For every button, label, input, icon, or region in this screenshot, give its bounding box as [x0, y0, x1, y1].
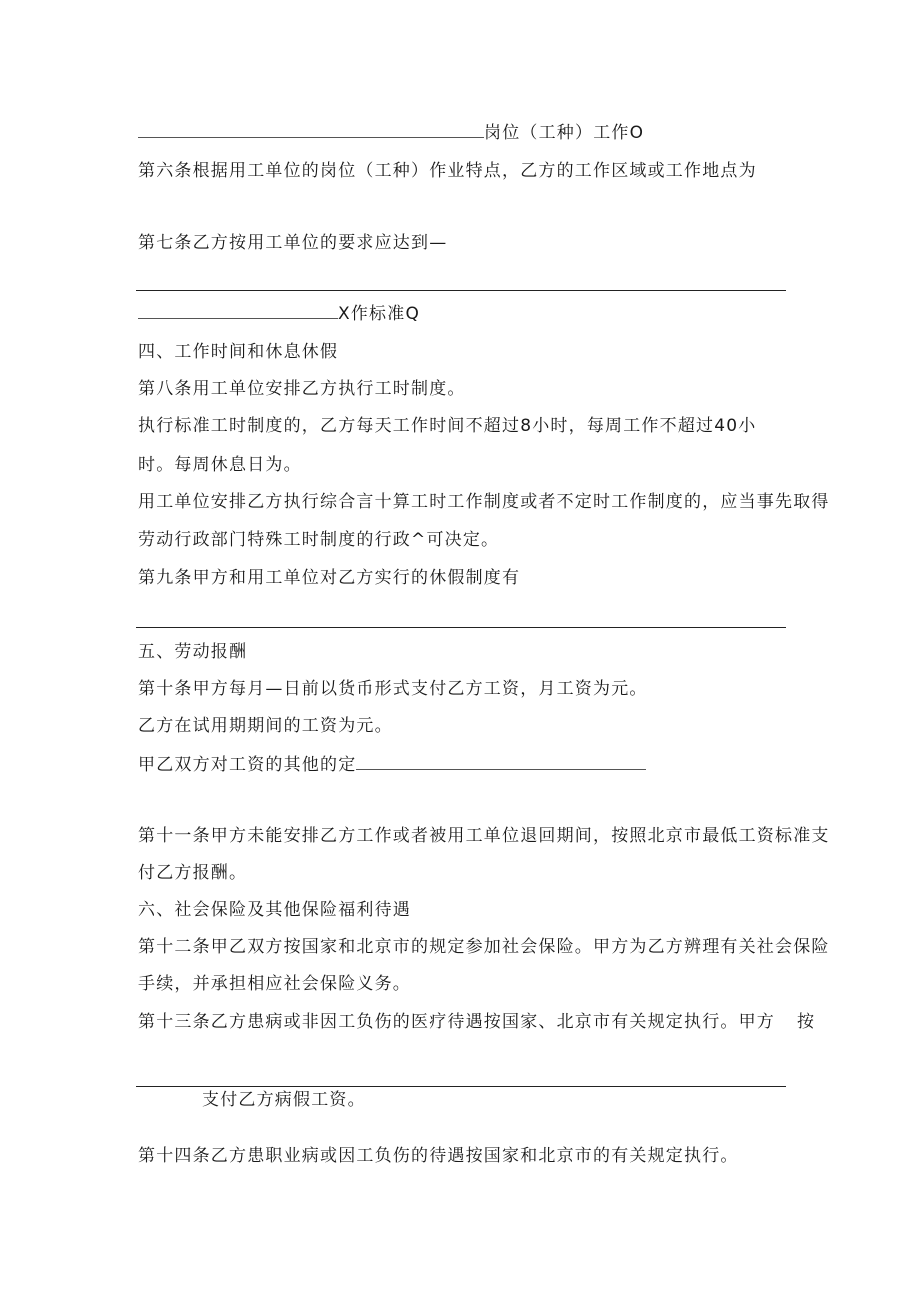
special-hours-text: 用工单位安排乙方执行综合言十算工时工作制度或者不定时工作制度的，应当事先取得	[138, 492, 830, 512]
article-6: 第六条根据用工单位的岗位（工种）作业特点，乙方的工作区域或工作地点为	[138, 161, 757, 181]
fill-blank	[138, 121, 484, 138]
line-position-work	[138, 121, 644, 144]
standard-hours-text: 执行标准工时制度的，乙方每天工作时间不超过8小时，每周工作不超过40小	[138, 416, 757, 436]
line-work-standard	[138, 302, 420, 325]
text: X作标准Q	[338, 304, 421, 324]
fill-blank	[356, 753, 646, 770]
section-6-heading: 六、社会保险及其他保险福利待遇	[138, 900, 411, 920]
section-4-heading: 四、工作时间和休息休假	[138, 342, 339, 362]
text: 第十三条乙方患病或非因工负伤的医疗待遇按国家、北京市有关规定执行。甲方	[138, 1012, 775, 1032]
article-12: 第十二条甲乙双方按国家和北京市的规定参加社会保险。甲方为乙方辨理有关社会保险	[138, 937, 830, 957]
text: 岗位（工种）工作O	[484, 123, 645, 143]
sick-pay-text: 支付乙方病假工资。	[202, 1090, 366, 1110]
article-10: 第十条甲方每月—日前以货币形式支付乙方工资，月工资为元。	[138, 679, 648, 699]
article-9: 第九条甲方和用工单位对乙方实行的休假制度有	[138, 568, 521, 588]
other-wage-terms	[138, 753, 646, 776]
article-13	[138, 1011, 815, 1033]
article-11-cont: 付乙方报酬。	[138, 863, 248, 883]
rest-day-text: 时。每周休息日为。	[138, 455, 302, 475]
article-8: 第八条用工单位安排乙方执行工时制度。	[138, 379, 466, 399]
text: 按	[797, 1012, 816, 1032]
article-14: 第十四条乙方患职业病或因工负伤的待遇按国家和北京市的有关规定执行。	[138, 1146, 739, 1166]
article-11: 第十一条甲方未能安排乙方工作或者被用工单位退回期间，按照北京市最低工资标准支	[138, 826, 830, 846]
section-5-heading: 五、劳动报酬	[138, 642, 248, 662]
text: 甲乙双方对工资的其他的定	[138, 755, 357, 775]
fill-line	[136, 627, 786, 628]
special-hours-text-cont: 劳动行政部门特殊工时制度的行政^可决定。	[138, 530, 500, 550]
fill-blank	[138, 302, 338, 319]
probation-wage-text: 乙方在试用期期间的工资为元。	[138, 716, 393, 736]
article-7: 第七条乙方按用工单位的要求应达到—	[138, 233, 448, 253]
fill-line	[136, 1086, 786, 1087]
fill-line	[136, 290, 786, 291]
article-12-cont: 手续，并承担相应社会保险义务。	[138, 974, 411, 994]
